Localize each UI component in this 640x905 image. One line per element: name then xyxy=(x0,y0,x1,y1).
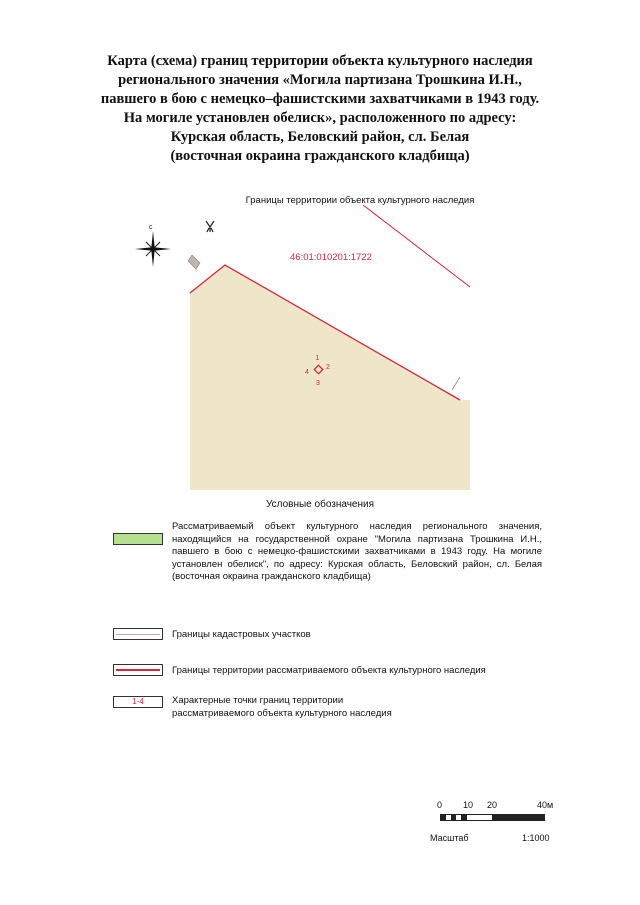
legend-swatch-territory-boundary xyxy=(113,664,163,676)
title-line: павшего в бою с немецко–фашистскими захватчиками в 1943 году. xyxy=(100,91,540,107)
legend-text-cadastral: Границы кадастровых участков xyxy=(172,629,311,640)
cadastral-boundary-line xyxy=(363,205,470,287)
boundary-point-label: 4 xyxy=(305,369,309,376)
cadastral-boundary-line xyxy=(452,377,460,390)
scale-ratio: 1:1000 xyxy=(522,833,550,843)
boundary-point-label: 2 xyxy=(326,364,330,371)
scale-segments xyxy=(440,814,545,821)
boundary-point-label: 3 xyxy=(316,380,320,387)
scale-bar xyxy=(430,800,560,850)
title-line: Карта (схема) границ территории объекта культурного наследия xyxy=(107,53,533,69)
parcel-number-label: 46:01:010201:1722 xyxy=(290,252,372,263)
boundary-point-label: 1 xyxy=(315,355,320,362)
heritage-territory-area xyxy=(190,265,470,490)
north-arrow-icon xyxy=(135,231,171,267)
legend-text-heritage-object: Рассматриваемый объект культурного наследия регионального значения, находящийся на государственной охране "Могила партизана Трошкина И.Н., павшего в бою с немецко-фашистскими захватчиками в 1943 году. На могиле установлен обелиск", по адресу: Курская область, Беловский район, сл. Белая (восточная окраина гражданского кладбища) xyxy=(172,521,542,582)
scale-tick-label: 0 xyxy=(437,800,443,810)
north-label: с xyxy=(149,224,153,231)
title-line: регионального значения «Могила партизана Трошкина И.Н., xyxy=(118,72,522,88)
legend-text-territory-boundary: Границы территории рассматриваемого объекта культурного наследия xyxy=(172,665,486,676)
scale-label: Масштаб xyxy=(430,833,469,843)
scale-tick-label: 10 xyxy=(463,800,474,810)
neighbor-object xyxy=(188,255,200,269)
legend-title: Условные обозначения xyxy=(265,499,375,510)
legend-swatch-cadastral xyxy=(113,628,163,640)
legend-swatch-points xyxy=(113,696,163,708)
cadastral-map xyxy=(130,205,470,490)
legend-swatch-heritage-object xyxy=(113,533,163,545)
legend-points-line: Характерные точки границ территории xyxy=(172,695,344,706)
title-line: На могиле установлен обелиск», расположенного по адресу: xyxy=(123,110,517,126)
map-title xyxy=(40,52,600,166)
scale-tick-label: 40м xyxy=(537,800,554,810)
scale-tick-label: 20 xyxy=(487,800,498,810)
title-line: (восточная окраина гражданского кладбища) xyxy=(170,148,470,164)
grave-symbol xyxy=(206,221,214,232)
legend-points-line: рассматриваемого объекта культурного наследия xyxy=(172,707,392,719)
map-caption: Границы территории объекта культурного наследия xyxy=(245,195,475,206)
legend-text-points xyxy=(172,695,392,720)
legend-points-label: 1-4 xyxy=(132,697,144,706)
title-line: Курская область, Беловский район, сл. Белая xyxy=(170,129,470,145)
